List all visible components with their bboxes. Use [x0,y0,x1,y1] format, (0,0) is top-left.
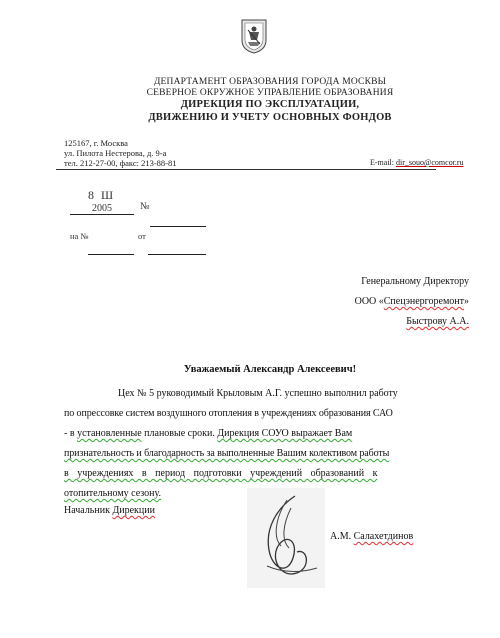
header-divider [56,169,436,170]
body-line-1: Цех № 5 руководимый Крыловым А.Г. успешно выполнил работу [118,388,398,399]
salutation: Уважаемый Александр Алексеевич! [183,364,357,375]
addressee-name [406,316,469,328]
letterhead-directorate-cont: ДВИЖЕНИЮ И УЧЕТУ ОСНОВНЫХ ФОНДОВ [148,112,392,123]
moscow-coat-of-arms-icon [240,18,268,54]
addressee-org-prefix: ООО « [354,296,384,307]
body-line-6: отопительному сезону. [64,488,162,499]
letter-body [64,384,469,504]
addressee-org-name: Спецэнергоремонт [383,296,464,307]
reply-number-field [88,242,134,260]
outgoing-date-field [70,203,134,215]
signer-initials: А.М. [330,531,354,542]
email-link[interactable]: dir_souo@comcor.ru [396,158,464,167]
body-line-2: по опрессовке систем воздушного отопления в учреждениях образования САО [64,408,393,419]
body-line-3c: плановые сроки. [141,428,218,439]
signer-position-word: Дирекции [112,505,155,516]
signer-position [64,505,155,516]
body-line-3a: - в [64,428,78,439]
handwritten-signature [247,488,325,588]
addressee-name-text: Быстрову А.А. [406,316,469,327]
address-street: ул. Пилота Нестерова, д. 9-а [64,148,167,158]
body-line-4: признательность и благодарность за выполненные Вашим колективом работы [64,448,390,459]
outgoing-stamp: 8 Ш [88,188,116,202]
address-city: 125167, г. Москва [64,138,128,148]
address-phones: тел. 212-27-00, факс: 213-88-81 [64,158,177,168]
letterhead-department: ДЕПАРТАМЕНТ ОБРАЗОВАНИЯ ГОРОДА МОСКВЫ [153,77,387,87]
email-label: E-mail: [370,158,396,167]
addressee-title: Генеральному Директору [361,276,469,287]
body-line-3b: установленные [77,428,142,439]
body-line-3 [64,424,469,444]
outgoing-number-label: № [140,201,150,212]
letterhead-district: СЕВЕРНОЕ ОКРУЖНОЕ УПРАВЛЕНИЕ ОБРАЗОВАНИЯ [146,88,394,98]
signer-surname: Салахетдинов [353,531,414,542]
addressee-org [355,296,469,308]
reply-ref-label: на № [70,231,89,241]
signer-position-prefix: Начальник [64,505,113,516]
reply-date-field [148,242,206,260]
outgoing-year: 2005 [70,203,134,215]
letterhead-directorate: ДИРЕКЦИЯ ПО ЭКСПЛУАТАЦИИ, [180,99,360,110]
body-line-3d: Дирекция СОУО выражает Вам [217,428,353,439]
addressee-org-suffix: » [464,296,469,307]
body-line-5: в учреждениях в период подготовки учреждений образований к [64,468,378,479]
outgoing-number-field [150,214,206,232]
reply-from-label: от [138,231,146,241]
signer-name [330,531,413,542]
email-line [370,158,464,167]
